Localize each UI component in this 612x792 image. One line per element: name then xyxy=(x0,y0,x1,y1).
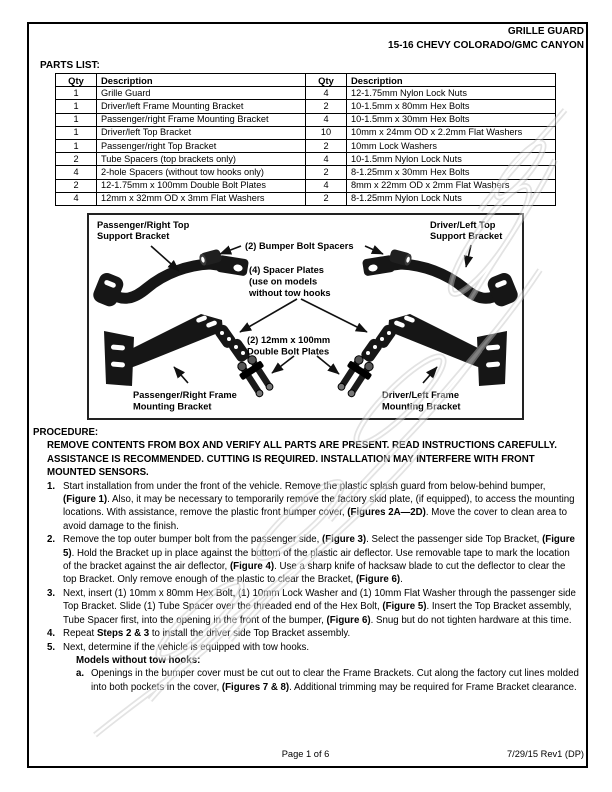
label-spacer-plates-line2: (use on models xyxy=(249,276,318,287)
qty-cell: 4 xyxy=(56,166,97,179)
parts-diagram-illustration xyxy=(89,215,522,418)
step-number: 2. xyxy=(47,534,56,546)
table-row xyxy=(56,126,556,139)
parts-list-table xyxy=(55,73,556,206)
figure-reference: (Figures 2A—2D) xyxy=(347,507,426,519)
table-row xyxy=(56,140,556,153)
procedure-steps xyxy=(47,480,579,695)
qty-cell: 1 xyxy=(56,100,97,113)
qty-cell: 1 xyxy=(56,140,97,153)
description-cell: 12mm x 32mm OD x 3mm Flat Washers xyxy=(97,192,306,205)
label-passenger-frame-line1: Passenger/Right Frame xyxy=(133,390,237,400)
qty-cell: 10 xyxy=(306,126,347,139)
description-cell: 8mm x 22mm OD x 2mm Flat Washers xyxy=(347,179,556,192)
arrow-bolt-plates-right xyxy=(317,356,339,374)
description-column-header: Description xyxy=(97,74,306,87)
qty-cell: 4 xyxy=(306,113,347,126)
step-text: Next, insert (1) 10mm x 80mm Hex Bolt, (1) 10mm Lock Washer and (1) 10mm Flat Washer through the passenger side Top Bracket. Slide (1) Tube Spacer over the threaded end of the Hex Bolt, xyxy=(63,587,576,613)
figure-reference: (Figure 3) xyxy=(322,534,367,546)
step-text: . Insert the Top Bracket assembly, Tube Spacer first, into the opening in the front of the bumper, xyxy=(63,601,572,626)
description-cell: Passenger/right Top Bracket xyxy=(97,140,306,153)
label-driver-frame-line2: Mounting Bracket xyxy=(382,401,461,412)
procedure-intro: REMOVE CONTENTS FROM BOX AND VERIFY ALL PARTS ARE PRESENT. READ INSTRUCTIONS CAREFULLY. ASSISTANCE IS RECOMMENDED. CUTTING IS REQUIRED. INSTALLATION MAY INTERFERE WITH FRONT MOUNTED SENSORS. xyxy=(47,440,557,479)
qty-column-header: Qty xyxy=(56,74,97,87)
figure-reference: (Figure 1) xyxy=(63,494,108,506)
step-body xyxy=(63,641,579,695)
description-cell: Grille Guard xyxy=(97,87,306,100)
figure-reference: (Figures 7 & 8) xyxy=(221,681,290,693)
description-cell: 10mm Lock Washers xyxy=(347,140,556,153)
description-cell: Driver/left Frame Mounting Bracket xyxy=(97,100,306,113)
step-number: 1. xyxy=(47,480,56,492)
figure-reference: (Figure 4) xyxy=(229,561,275,573)
arrow-passenger-frame xyxy=(174,367,188,383)
table-row xyxy=(56,192,556,205)
step-text: . Snug but do not tighten hardware at this time. xyxy=(370,614,572,626)
description-cell: Driver/left Top Bracket xyxy=(97,126,306,139)
label-spacer-plates-line3: without tow hooks xyxy=(249,288,331,298)
description-cell: 12-1.75mm Nylon Lock Nuts xyxy=(347,87,556,100)
arrow-bumper-spacer-left xyxy=(220,246,241,254)
arrow-spacer-plates-right xyxy=(301,299,367,332)
description-cell: 10-1.5mm Nylon Lock Nuts xyxy=(347,153,556,166)
step-text: . xyxy=(400,574,403,586)
figure-reference: (Figure 5) xyxy=(63,534,575,559)
figure-reference: (Figure 6) xyxy=(355,574,401,586)
qty-cell: 4 xyxy=(306,87,347,100)
arrow-driver-top xyxy=(466,245,471,267)
table-row xyxy=(56,87,556,100)
description-cell: 8-1.25mm x 30mm Hex Bolts xyxy=(347,166,556,179)
parts-table-head xyxy=(56,74,556,87)
step-text: Repeat xyxy=(63,628,97,640)
description-cell: 2-hole Spacers (without tow hooks only) xyxy=(97,166,306,179)
table-row xyxy=(56,179,556,192)
table-row xyxy=(56,113,556,126)
description-cell: Tube Spacers (top brackets only) xyxy=(97,153,306,166)
label-driver-top-line1: Driver/Left Top xyxy=(430,220,496,230)
figure-reference: (Figure 6) xyxy=(326,614,371,626)
label-spacer-plates-line1: (4) Spacer Plates xyxy=(249,265,324,275)
description-column-header: Description xyxy=(347,74,556,87)
revision-stamp: 7/29/15 Rev1 (DP) xyxy=(507,749,584,759)
qty-cell: 2 xyxy=(306,166,347,179)
driver-left-top-bracket-drawing xyxy=(362,255,520,309)
step-text: . Additional trimming may be required for Frame Bracket clearance. xyxy=(289,681,577,693)
step-text: . Select the passenger side Top Bracket, xyxy=(366,534,543,546)
qty-cell: 4 xyxy=(306,179,347,192)
label-bumper-spacers: (2) Bumper Bolt Spacers xyxy=(245,241,354,251)
qty-cell: 4 xyxy=(56,192,97,205)
document-header xyxy=(388,25,584,52)
step-text: to install the driver side Top Bracket assembly. xyxy=(149,628,351,640)
procedure-step xyxy=(47,587,579,627)
figure-reference: (Figure 5) xyxy=(382,601,427,613)
parts-list-label: PARTS LIST: xyxy=(40,60,100,71)
table-row xyxy=(56,153,556,166)
step-text: Start installation from under the front of the vehicle. Remove the plastic splash guard from below-behind bumper, xyxy=(63,480,546,492)
parts-table-body xyxy=(56,87,556,206)
qty-cell: 2 xyxy=(306,192,347,205)
arrow-bumper-spacer-right xyxy=(365,246,383,254)
arrow-bolt-plates-left xyxy=(272,356,294,373)
description-cell: 8-1.25mm Nylon Lock Nuts xyxy=(347,192,556,205)
passenger-right-frame-bracket-drawing xyxy=(104,314,223,386)
arrow-spacer-plates-left xyxy=(240,299,297,332)
table-header-row xyxy=(56,74,556,87)
step-number: 5. xyxy=(47,641,56,653)
step-body xyxy=(63,627,579,640)
substep-letter: a. xyxy=(76,668,85,680)
step-text: . Also, it may be necessary to temporarily remove the factory skid plate, (if equipped), to access the mounting locations. With assistance, remove the plastic front bumper cover, xyxy=(63,494,575,519)
figure-reference: Steps 2 & 3 xyxy=(96,628,150,640)
arrow-driver-frame xyxy=(423,367,437,383)
step-text: Next, determine if the vehicle is equipped with tow hooks. xyxy=(63,641,310,653)
procedure-section xyxy=(33,426,583,694)
qty-cell: 1 xyxy=(56,87,97,100)
label-bolt-plates-line1: (2) 12mm x 100mm xyxy=(247,335,331,345)
qty-cell: 2 xyxy=(306,140,347,153)
arrow-passenger-top xyxy=(151,246,179,271)
table-row xyxy=(56,166,556,179)
driver-left-frame-bracket-drawing xyxy=(388,314,507,386)
qty-cell: 1 xyxy=(56,113,97,126)
label-passenger-top-line2: Support Bracket xyxy=(97,231,170,241)
substep-body xyxy=(91,667,579,694)
sub-section-heading: Models without tow hooks: xyxy=(76,654,201,666)
step-text: . Hold the Bracket up in place against the bottom of the plastic air deflector. Use removable tape to mark the location of the bracket against the air deflector, xyxy=(63,547,570,573)
label-passenger-frame-line2: Mounting Bracket xyxy=(133,401,212,412)
step-body xyxy=(63,533,579,587)
step-body xyxy=(63,480,579,534)
description-cell: 10-1.5mm x 30mm Hex Bolts xyxy=(347,113,556,126)
qty-column-header: Qty xyxy=(306,74,347,87)
label-bolt-plates-line2: Double Bolt Plates xyxy=(247,346,330,357)
parts-diagram xyxy=(87,213,524,420)
procedure-title: PROCEDURE: xyxy=(33,427,99,438)
document-title: GRILLE GUARD xyxy=(507,26,584,37)
qty-cell: 2 xyxy=(306,100,347,113)
procedure-substep xyxy=(76,667,579,694)
spacer-plates-right-drawing xyxy=(359,323,398,364)
qty-cell: 2 xyxy=(56,179,97,192)
qty-cell: 1 xyxy=(56,126,97,139)
step-text: . Use a sharp knife of hacksaw blade to cut the deflector to clear the top Bracket. Only remove enough of the plastic to clear the Bracket, xyxy=(63,561,566,586)
description-cell: 10mm x 24mm OD x 2.2mm Flat Washers xyxy=(347,126,556,139)
qty-cell: 4 xyxy=(306,153,347,166)
procedure-step xyxy=(47,533,579,587)
document-subtitle: 15-16 CHEVY COLORADO/GMC CANYON xyxy=(388,39,584,51)
step-body xyxy=(63,587,579,627)
step-text: . Move the cover to clean area to avoid damage to the finish. xyxy=(63,507,567,532)
page-number: Page 1 of 6 xyxy=(281,749,330,759)
step-text: Remove the top outer bumper bolt from the passenger side, xyxy=(63,534,323,546)
description-cell: Passenger/right Frame Mounting Bracket xyxy=(97,113,306,126)
qty-cell: 2 xyxy=(56,153,97,166)
label-passenger-top-line1: Passenger/Right Top xyxy=(97,220,190,230)
label-driver-top-line2: Support Bracket xyxy=(430,231,503,241)
step-text: Openings in the bumper cover must be cut out to clear the Frame Brackets. Cut along the factory cut lines molded into both pockets in the cover, xyxy=(91,668,579,693)
step-number: 3. xyxy=(47,587,56,599)
procedure-step xyxy=(47,480,579,534)
description-cell: 10-1.5mm x 80mm Hex Bolts xyxy=(347,100,556,113)
table-row xyxy=(56,100,556,113)
procedure-step xyxy=(47,627,579,640)
step-number: 4. xyxy=(47,628,56,640)
description-cell: 12-1.75mm x 100mm Double Bolt Plates xyxy=(97,179,306,192)
label-driver-frame-line1: Driver/Left Frame xyxy=(382,390,459,400)
procedure-step xyxy=(47,641,579,695)
